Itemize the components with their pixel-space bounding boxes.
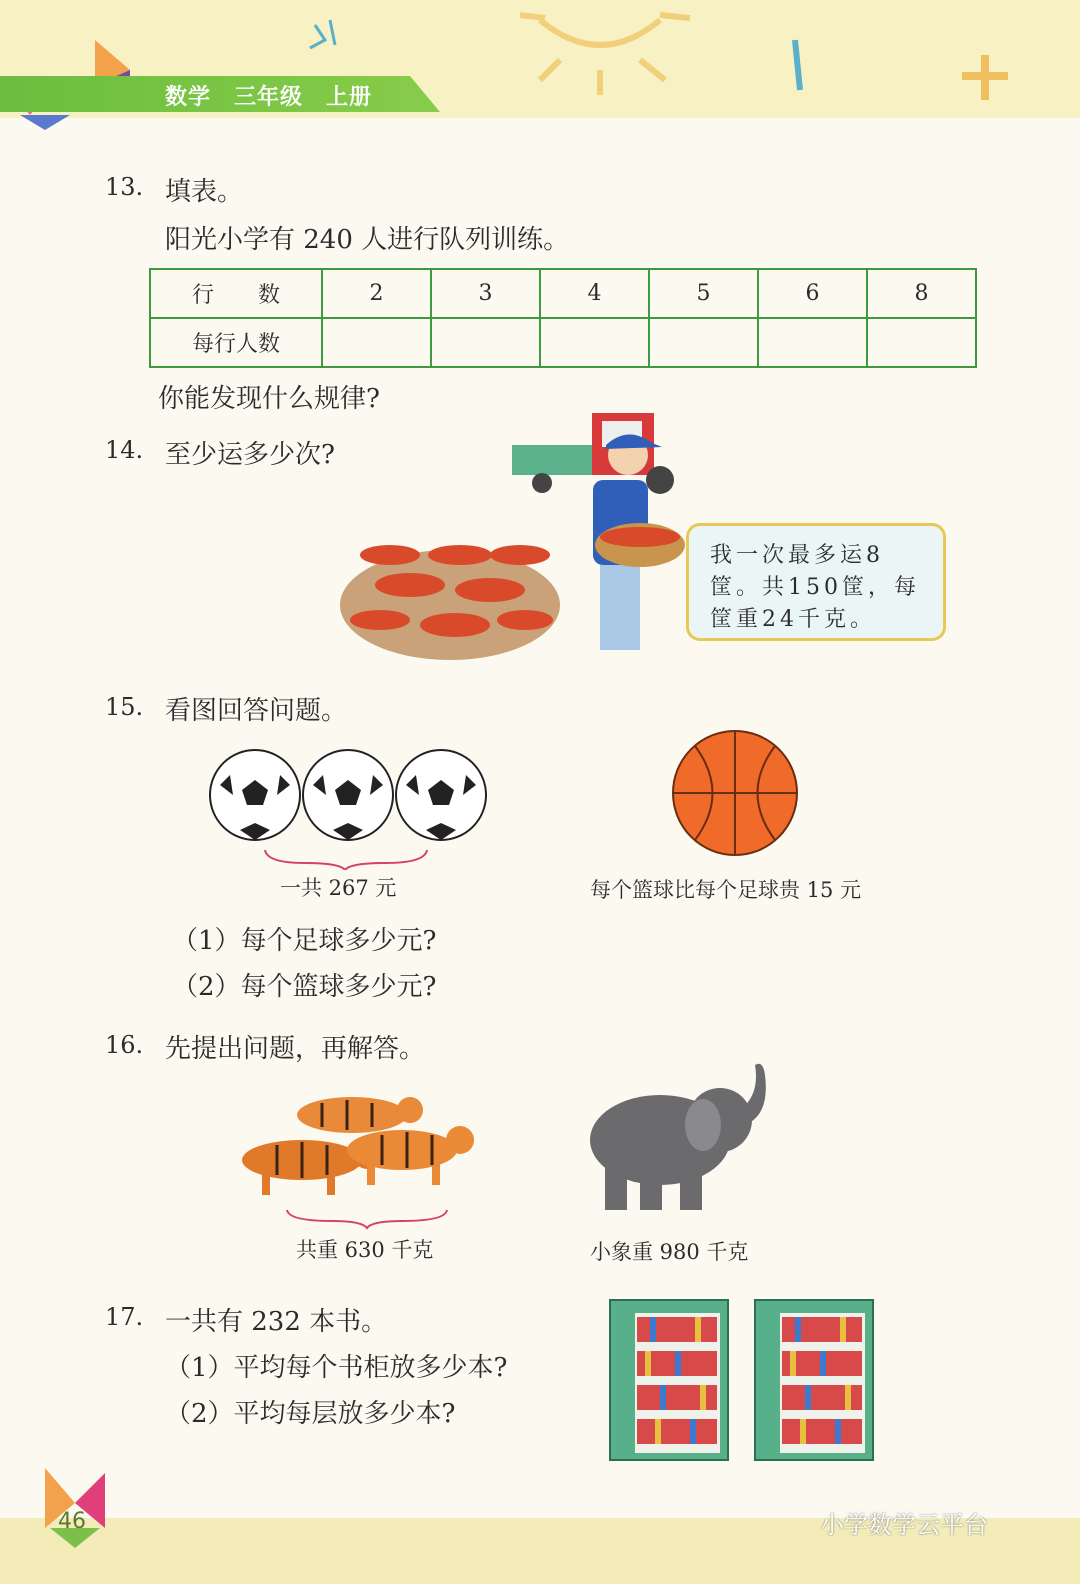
table-cell: 3 [431, 269, 540, 318]
q15-number: 15. [105, 693, 144, 721]
table-cell: 4 [540, 269, 649, 318]
q16-title: 先提出问题，再解答。 [165, 1034, 426, 1064]
tiger-icon [347, 1126, 474, 1185]
answer-cell[interactable] [431, 318, 540, 367]
basketball-illustration [670, 728, 800, 858]
brace-icon [265, 850, 427, 870]
football-caption: 一共 267 元 [280, 876, 397, 900]
q13-title: 填表。 [165, 177, 244, 207]
speech-bubble-text: 我一次最多运8筐。共150筐，每筐重24千克。 [710, 543, 920, 632]
q15-sub1: （1）每个足球多少元? [172, 926, 437, 956]
tractor-icon [512, 413, 674, 494]
elephant-caption: 小象重 980 千克 [590, 1240, 749, 1264]
q17-sub1: （1）平均每个书柜放多少本? [165, 1353, 508, 1383]
q17-number: 17. [105, 1303, 144, 1331]
q17-sub2: （2）平均每层放多少本? [165, 1399, 456, 1429]
star-icon [310, 20, 335, 48]
footballs-illustration [205, 745, 495, 870]
football-icon [303, 750, 393, 840]
table-row [150, 318, 976, 367]
answer-cell[interactable] [649, 318, 758, 367]
q15-sub2: （2）每个篮球多少元? [172, 972, 437, 1002]
answer-cell[interactable] [322, 318, 431, 367]
tiger-icon [297, 1097, 423, 1133]
row-header-rows: 行 数 [150, 269, 322, 318]
table-cell: 6 [758, 269, 867, 318]
sun-icon [520, 15, 690, 95]
q14-illustration [340, 405, 690, 670]
baskets-icon [340, 545, 560, 660]
one-icon [795, 40, 800, 90]
elephant-icon [590, 1064, 766, 1210]
q17-title: 一共有 232 本书。 [165, 1307, 388, 1337]
football-icon [210, 750, 300, 840]
q13-number: 13. [105, 173, 144, 201]
q13-description: 阳光小学有 240 人进行队列训练。 [165, 225, 570, 255]
answer-cell[interactable] [758, 318, 867, 367]
q13-table [149, 268, 977, 368]
watermark: 小学数学云平台 [820, 1511, 988, 1539]
q15-title: 看图回答问题。 [165, 696, 348, 726]
q14-title: 至少运多少次? [165, 440, 335, 470]
table-cell: 5 [649, 269, 758, 318]
table-cell: 2 [322, 269, 431, 318]
page-number: 46 [58, 1509, 86, 1534]
row-header-people: 每行人数 [150, 318, 322, 367]
tigers-illustration [232, 1085, 477, 1230]
plus-icon [962, 55, 1008, 100]
brace-icon [287, 1210, 447, 1228]
bookshelf-icon [610, 1300, 728, 1460]
tiger-caption: 共重 630 千克 [296, 1238, 434, 1262]
basketball-icon [673, 731, 797, 855]
answer-cell[interactable] [540, 318, 649, 367]
bookshelf-icon [755, 1300, 873, 1460]
answer-cell[interactable] [867, 318, 976, 367]
footer-tangram-logo [45, 1468, 105, 1548]
basketball-caption: 每个篮球比每个足球贵 15 元 [590, 878, 862, 902]
header-title: 数学 三年级 上册 [165, 85, 373, 110]
table-row [150, 269, 976, 318]
q16-number: 16. [105, 1031, 144, 1059]
football-icon [396, 750, 486, 840]
bookshelves-illustration [605, 1285, 875, 1465]
q14-number: 14. [105, 436, 144, 464]
table-cell: 8 [867, 269, 976, 318]
elephant-illustration [585, 1055, 785, 1215]
q13-followup: 你能发现什么规律? [158, 384, 380, 414]
